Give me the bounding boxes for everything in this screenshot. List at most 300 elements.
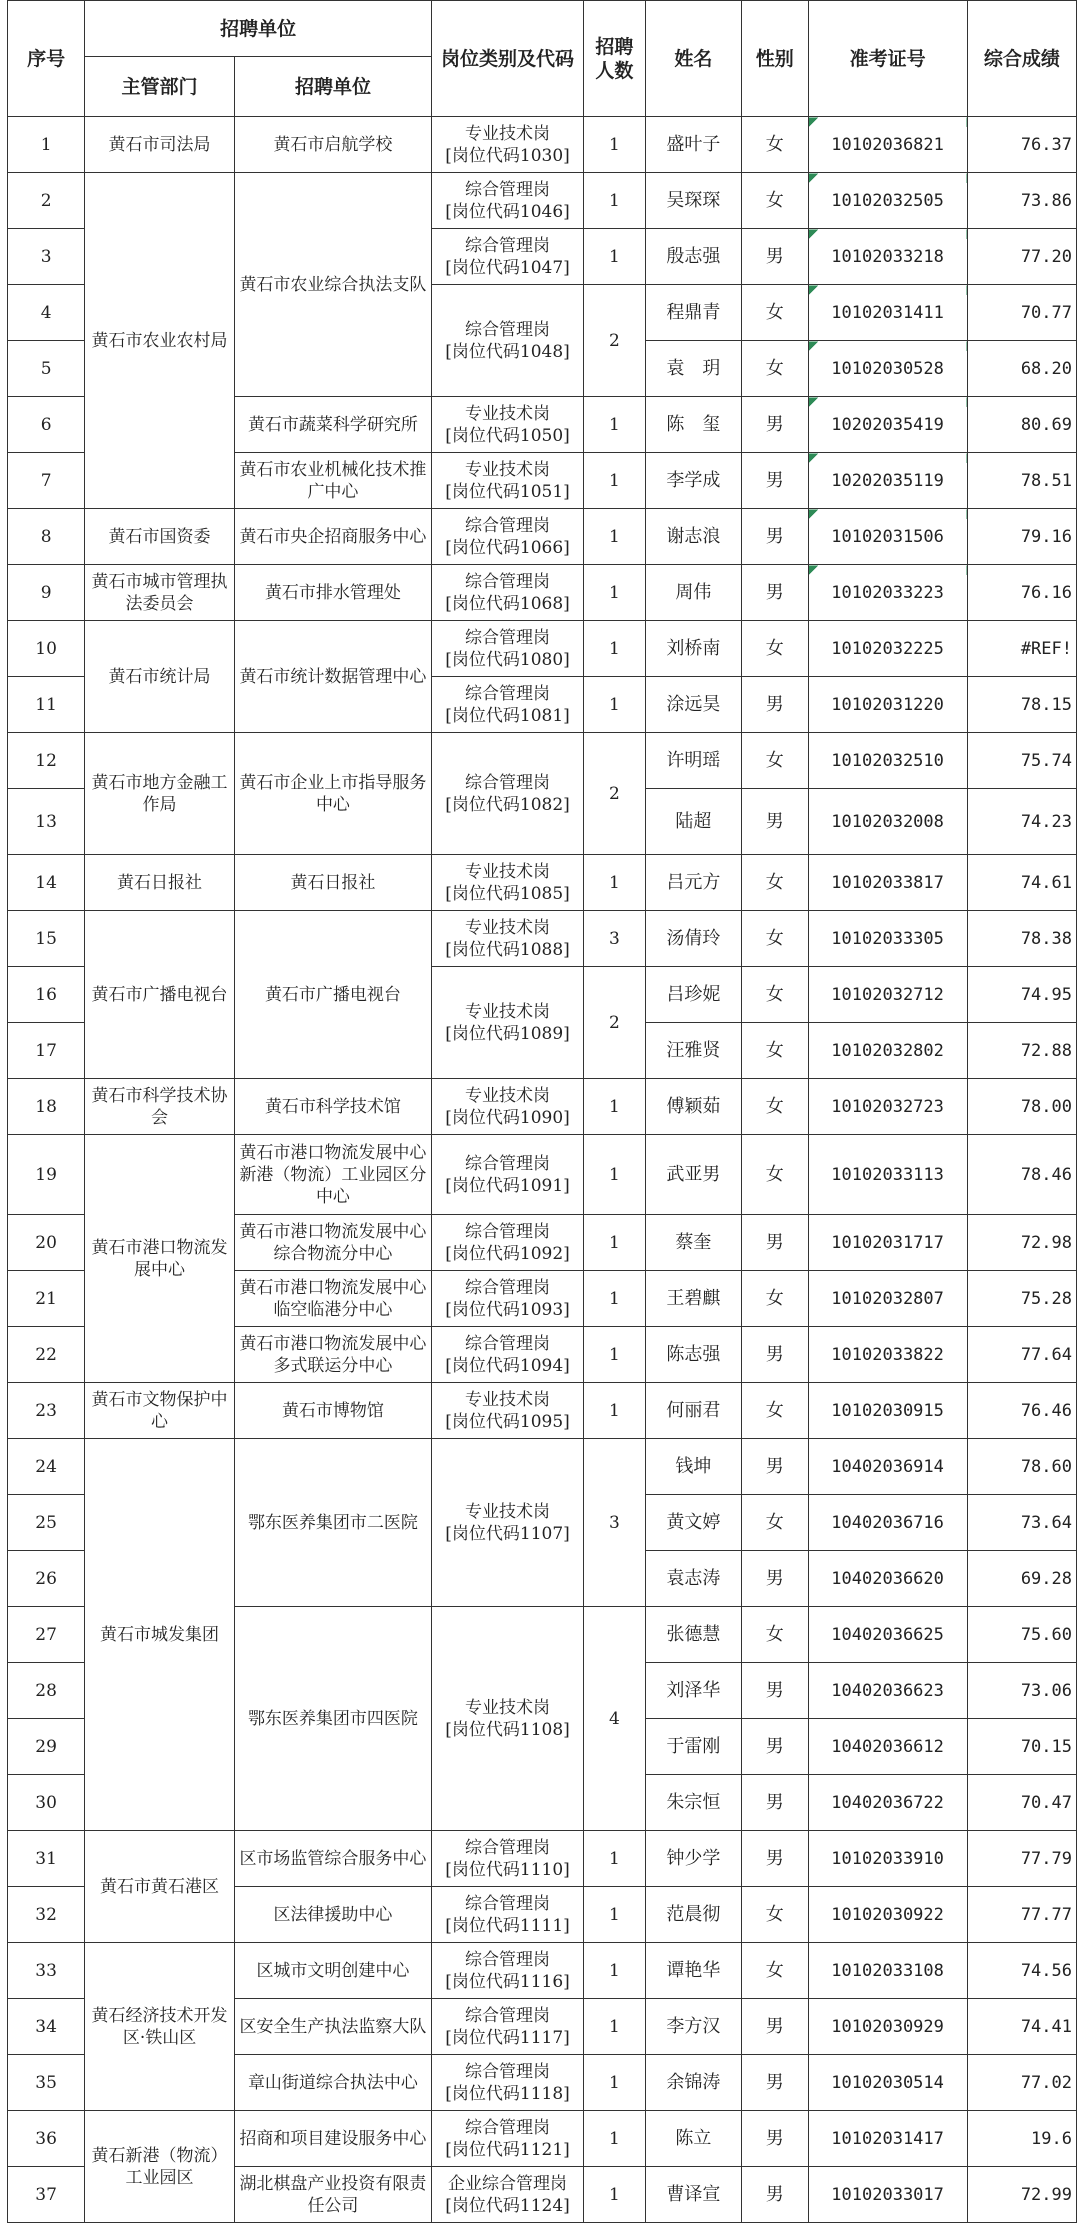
cell-post	[432, 1383, 584, 1439]
post-code: [岗位代码1089]	[445, 1023, 570, 1044]
cell-dept: 黄石市文物保护中心	[85, 1383, 235, 1439]
cell-exam-id: 10102030922	[808, 1887, 967, 1943]
cell-gender: 女	[742, 1271, 809, 1327]
cell-gender: 男	[742, 509, 809, 565]
post-type: 综合管理岗	[465, 2005, 551, 2026]
cell-gender: 男	[742, 2055, 809, 2111]
cell-unit: 黄石市统计数据管理中心	[234, 621, 431, 733]
cell-dept: 黄石市统计局	[85, 621, 235, 733]
cell-name: 周伟	[645, 565, 741, 621]
post-type: 综合管理岗	[465, 515, 551, 536]
cell-gender: 女	[742, 911, 809, 967]
cell-exam-id: 10102033108	[808, 1943, 967, 1999]
cell-post	[432, 1439, 584, 1607]
cell-exam-id: 10102030929	[808, 1999, 967, 2055]
post-code: [岗位代码1094]	[445, 1355, 570, 1376]
cell-unit: 鄂东医养集团市四医院	[234, 1607, 431, 1831]
post-type: 专业技术岗	[465, 123, 551, 144]
cell-post	[432, 173, 584, 229]
post-type: 综合管理岗	[465, 772, 551, 793]
cell-exam-id: 10102030528	[808, 341, 967, 397]
cell-post	[432, 1943, 584, 1999]
cell-post	[432, 1327, 584, 1383]
cell-seq: 24	[8, 1439, 85, 1495]
cell-name: 刘桥南	[645, 621, 741, 677]
post-type: 专业技术岗	[465, 861, 551, 882]
post-code: [岗位代码1107]	[445, 1523, 570, 1544]
post-code: [岗位代码1110]	[445, 1859, 570, 1880]
cell-seq: 31	[8, 1831, 85, 1887]
cell-seq: 29	[8, 1719, 85, 1775]
post-code: [岗位代码1068]	[445, 593, 570, 614]
cell-gender: 男	[742, 1663, 809, 1719]
cell-exam-id: 10102030514	[808, 2055, 967, 2111]
cell-quota: 1	[584, 1271, 646, 1327]
cell-unit: 黄石市启航学校	[234, 117, 431, 173]
cell-score: 78.15	[967, 677, 1076, 733]
cell-score: 68.20	[967, 341, 1076, 397]
cell-gender: 女	[742, 621, 809, 677]
cell-unit: 黄石市博物馆	[234, 1383, 431, 1439]
cell-name: 于雷刚	[645, 1719, 741, 1775]
table-row	[8, 911, 1077, 967]
cell-gender: 男	[742, 229, 809, 285]
header-dept: 主管部门	[85, 57, 235, 117]
cell-quota: 1	[584, 2111, 646, 2167]
cell-dept: 黄石市农业农村局	[85, 173, 235, 509]
cell-exam-id: 10402036722	[808, 1775, 967, 1831]
cell-unit: 湖北棋盘产业投资有限责任公司	[234, 2167, 431, 2223]
header-quota: 招聘人数	[584, 1, 646, 117]
post-code: [岗位代码1050]	[445, 425, 570, 446]
results-table	[7, 0, 1077, 2223]
cell-post	[432, 397, 584, 453]
cell-quota: 1	[584, 621, 646, 677]
cell-gender: 男	[742, 677, 809, 733]
post-type: 综合管理岗	[465, 1837, 551, 1858]
cell-dept: 黄石新港（物流）工业园区	[85, 2111, 235, 2223]
cell-score: 70.15	[967, 1719, 1076, 1775]
cell-quota: 2	[584, 285, 646, 397]
cell-gender: 女	[742, 1887, 809, 1943]
cell-gender: 男	[742, 1551, 809, 1607]
post-code: [岗位代码1091]	[445, 1175, 570, 1196]
cell-unit: 黄石市农业综合执法支队	[234, 173, 431, 397]
cell-unit: 黄石市广播电视台	[234, 911, 431, 1079]
table-row	[8, 565, 1077, 621]
post-code: [岗位代码1085]	[445, 883, 570, 904]
cell-unit: 区法律援助中心	[234, 1887, 431, 1943]
cell-seq: 6	[8, 397, 85, 453]
cell-seq: 12	[8, 733, 85, 789]
cell-post	[432, 1079, 584, 1135]
cell-unit: 招商和项目建设服务中心	[234, 2111, 431, 2167]
cell-post	[432, 1135, 584, 1215]
cell-score: 73.64	[967, 1495, 1076, 1551]
post-type: 综合管理岗	[465, 1949, 551, 1970]
cell-score: 78.00	[967, 1079, 1076, 1135]
cell-dept: 黄石市城市管理执法委员会	[85, 565, 235, 621]
cell-name: 李方汉	[645, 1999, 741, 2055]
post-code: [岗位代码1124]	[445, 2195, 570, 2216]
cell-name: 谭艳华	[645, 1943, 741, 1999]
cell-score: 77.02	[967, 2055, 1076, 2111]
cell-seq: 16	[8, 967, 85, 1023]
post-type: 综合管理岗	[465, 2061, 551, 2082]
cell-gender: 女	[742, 1023, 809, 1079]
cell-name: 范晨彻	[645, 1887, 741, 1943]
post-type: 综合管理岗	[465, 2117, 551, 2138]
cell-score: 75.60	[967, 1607, 1076, 1663]
cell-name: 程鼎青	[645, 285, 741, 341]
cell-seq: 9	[8, 565, 85, 621]
cell-name: 殷志强	[645, 229, 741, 285]
post-type: 综合管理岗	[465, 683, 551, 704]
cell-name: 谢志浪	[645, 509, 741, 565]
cell-unit: 黄石市企业上市指导服务中心	[234, 733, 431, 855]
cell-name: 傅颖茹	[645, 1079, 741, 1135]
cell-name: 涂远昊	[645, 677, 741, 733]
cell-exam-id: 10102031506	[808, 509, 967, 565]
cell-post	[432, 229, 584, 285]
cell-name: 吕元方	[645, 855, 741, 911]
cell-post	[432, 285, 584, 397]
cell-unit: 黄石市港口物流发展中心多式联运分中心	[234, 1327, 431, 1383]
cell-name: 许明瑶	[645, 733, 741, 789]
table-row	[8, 509, 1077, 565]
cell-seq: 25	[8, 1495, 85, 1551]
cell-dept: 黄石市国资委	[85, 509, 235, 565]
cell-seq: 37	[8, 2167, 85, 2223]
cell-seq: 14	[8, 855, 85, 911]
cell-exam-id: 10102032505	[808, 173, 967, 229]
cell-exam-id: 10102031411	[808, 285, 967, 341]
cell-dept: 黄石市科学技术协会	[85, 1079, 235, 1135]
cell-gender: 女	[742, 1079, 809, 1135]
post-code: [岗位代码1088]	[445, 939, 570, 960]
cell-seq: 27	[8, 1607, 85, 1663]
cell-score: 78.60	[967, 1439, 1076, 1495]
cell-exam-id: 10102033223	[808, 565, 967, 621]
cell-gender: 女	[742, 341, 809, 397]
post-type: 专业技术岗	[465, 1085, 551, 1106]
post-type: 综合管理岗	[465, 235, 551, 256]
post-type: 专业技术岗	[465, 1697, 551, 1718]
cell-name: 陈志强	[645, 1327, 741, 1383]
cell-seq: 11	[8, 677, 85, 733]
cell-gender: 男	[742, 1999, 809, 2055]
cell-gender: 男	[742, 1831, 809, 1887]
cell-unit: 黄石市港口物流发展中心临空临港分中心	[234, 1271, 431, 1327]
cell-exam-id: 10202035419	[808, 397, 967, 453]
cell-gender: 女	[742, 855, 809, 911]
cell-score: 74.56	[967, 1943, 1076, 1999]
cell-post	[432, 453, 584, 509]
cell-quota: 1	[584, 677, 646, 733]
cell-unit: 黄石市港口物流发展中心新港（物流）工业园区分中心	[234, 1135, 431, 1215]
cell-gender: 男	[742, 2167, 809, 2223]
cell-name: 袁 玥	[645, 341, 741, 397]
post-type: 企业综合管理岗	[448, 2173, 568, 2194]
cell-seq: 15	[8, 911, 85, 967]
cell-seq: 32	[8, 1887, 85, 1943]
cell-quota: 3	[584, 1439, 646, 1607]
cell-score: 77.79	[967, 1831, 1076, 1887]
cell-gender: 男	[742, 1439, 809, 1495]
post-code: [岗位代码1117]	[445, 2027, 570, 2048]
cell-quota: 1	[584, 397, 646, 453]
cell-score: 76.46	[967, 1383, 1076, 1439]
header-seq: 序号	[8, 1, 85, 117]
cell-score: #REF!	[967, 621, 1076, 677]
table-row	[8, 1943, 1077, 1999]
post-type: 专业技术岗	[465, 917, 551, 938]
cell-seq: 10	[8, 621, 85, 677]
post-type: 综合管理岗	[465, 1221, 551, 1242]
cell-post	[432, 855, 584, 911]
table-row	[8, 1079, 1077, 1135]
cell-exam-id: 10102032723	[808, 1079, 967, 1135]
cell-name: 袁志涛	[645, 1551, 741, 1607]
post-code: [岗位代码1048]	[445, 341, 570, 362]
header-unit-group: 招聘单位	[85, 1, 432, 57]
cell-gender: 女	[742, 1943, 809, 1999]
cell-post	[432, 565, 584, 621]
cell-name: 张德慧	[645, 1607, 741, 1663]
cell-exam-id: 10102031417	[808, 2111, 967, 2167]
cell-post	[432, 911, 584, 967]
cell-post	[432, 1271, 584, 1327]
cell-gender: 男	[742, 453, 809, 509]
cell-post	[432, 1999, 584, 2055]
cell-dept: 黄石市广播电视台	[85, 911, 235, 1079]
cell-gender: 男	[742, 1215, 809, 1271]
cell-score: 70.77	[967, 285, 1076, 341]
post-type: 综合管理岗	[465, 1277, 551, 1298]
cell-dept: 黄石市地方金融工作局	[85, 733, 235, 855]
cell-score: 77.77	[967, 1887, 1076, 1943]
cell-gender: 男	[742, 1719, 809, 1775]
cell-exam-id: 10402036623	[808, 1663, 967, 1719]
cell-unit: 黄石市农业机械化技术推广中心	[234, 453, 431, 509]
cell-score: 79.16	[967, 509, 1076, 565]
cell-name: 吴琛琛	[645, 173, 741, 229]
cell-post	[432, 967, 584, 1079]
cell-exam-id: 10102032225	[808, 621, 967, 677]
cell-seq: 33	[8, 1943, 85, 1999]
cell-name: 王碧麒	[645, 1271, 741, 1327]
cell-quota: 1	[584, 1327, 646, 1383]
cell-quota: 1	[584, 229, 646, 285]
table-row	[8, 621, 1077, 677]
cell-score: 77.20	[967, 229, 1076, 285]
cell-post	[432, 621, 584, 677]
cell-quota: 4	[584, 1607, 646, 1831]
cell-unit: 黄石市排水管理处	[234, 565, 431, 621]
cell-dept: 黄石市港口物流发展中心	[85, 1135, 235, 1383]
cell-name: 钱坤	[645, 1439, 741, 1495]
post-code: [岗位代码1080]	[445, 649, 570, 670]
cell-quota: 1	[584, 2167, 646, 2223]
cell-quota: 1	[584, 1135, 646, 1215]
post-type: 综合管理岗	[465, 1153, 551, 1174]
cell-gender: 女	[742, 1495, 809, 1551]
cell-quota: 1	[584, 2055, 646, 2111]
table-row	[8, 733, 1077, 789]
cell-dept: 黄石市黄石港区	[85, 1831, 235, 1943]
cell-score: 78.38	[967, 911, 1076, 967]
cell-seq: 19	[8, 1135, 85, 1215]
post-type: 综合管理岗	[465, 571, 551, 592]
cell-exam-id: 10102031717	[808, 1215, 967, 1271]
cell-name: 朱宗恒	[645, 1775, 741, 1831]
cell-gender: 女	[742, 733, 809, 789]
cell-gender: 女	[742, 1135, 809, 1215]
post-type: 专业技术岗	[465, 459, 551, 480]
cell-quota: 2	[584, 733, 646, 855]
cell-exam-id: 10102033910	[808, 1831, 967, 1887]
cell-seq: 3	[8, 229, 85, 285]
cell-name: 刘泽华	[645, 1663, 741, 1719]
post-code: [岗位代码1030]	[445, 145, 570, 166]
post-type: 专业技术岗	[465, 403, 551, 424]
cell-seq: 13	[8, 789, 85, 855]
cell-score: 70.47	[967, 1775, 1076, 1831]
cell-name: 何丽君	[645, 1383, 741, 1439]
cell-post	[432, 733, 584, 855]
cell-seq: 22	[8, 1327, 85, 1383]
post-code: [岗位代码1046]	[445, 201, 570, 222]
cell-seq: 23	[8, 1383, 85, 1439]
cell-exam-id: 10102032510	[808, 733, 967, 789]
cell-seq: 30	[8, 1775, 85, 1831]
cell-gender: 女	[742, 967, 809, 1023]
cell-gender: 女	[742, 117, 809, 173]
cell-seq: 20	[8, 1215, 85, 1271]
post-code: [岗位代码1047]	[445, 257, 570, 278]
cell-quota: 1	[584, 1831, 646, 1887]
cell-score: 80.69	[967, 397, 1076, 453]
post-type: 综合管理岗	[465, 179, 551, 200]
cell-post	[432, 2111, 584, 2167]
cell-score: 74.41	[967, 1999, 1076, 2055]
cell-unit: 黄石市央企招商服务中心	[234, 509, 431, 565]
cell-quota: 1	[584, 565, 646, 621]
cell-exam-id: 10102032802	[808, 1023, 967, 1079]
cell-dept: 黄石经济技术开发区·铁山区	[85, 1943, 235, 2111]
cell-seq: 18	[8, 1079, 85, 1135]
cell-post	[432, 1607, 584, 1831]
post-code: [岗位代码1092]	[445, 1243, 570, 1264]
table-row	[8, 173, 1077, 229]
cell-quota: 1	[584, 173, 646, 229]
post-code: [岗位代码1090]	[445, 1107, 570, 1128]
post-type: 综合管理岗	[465, 319, 551, 340]
cell-score: 72.88	[967, 1023, 1076, 1079]
table-row	[8, 117, 1077, 173]
post-type: 综合管理岗	[465, 627, 551, 648]
cell-exam-id: 10102032008	[808, 789, 967, 855]
cell-score: 76.16	[967, 565, 1076, 621]
cell-exam-id: 10102033817	[808, 855, 967, 911]
post-code: [岗位代码1111]	[445, 1915, 570, 1936]
cell-score: 77.64	[967, 1327, 1076, 1383]
post-code: [岗位代码1066]	[445, 537, 570, 558]
cell-exam-id: 10102033113	[808, 1135, 967, 1215]
cell-gender: 女	[742, 1607, 809, 1663]
cell-seq: 4	[8, 285, 85, 341]
cell-unit: 区安全生产执法监察大队	[234, 1999, 431, 2055]
cell-score: 75.28	[967, 1271, 1076, 1327]
cell-quota: 1	[584, 1887, 646, 1943]
header-unit: 招聘单位	[234, 57, 431, 117]
cell-seq: 1	[8, 117, 85, 173]
cell-name: 武亚男	[645, 1135, 741, 1215]
cell-gender: 女	[742, 173, 809, 229]
table-row	[8, 855, 1077, 911]
cell-seq: 2	[8, 173, 85, 229]
cell-seq: 8	[8, 509, 85, 565]
cell-unit: 黄石市港口物流发展中心综合物流分中心	[234, 1215, 431, 1271]
cell-seq: 35	[8, 2055, 85, 2111]
post-code: [岗位代码1081]	[445, 705, 570, 726]
cell-unit: 区市场监管综合服务中心	[234, 1831, 431, 1887]
cell-seq: 7	[8, 453, 85, 509]
cell-gender: 男	[742, 789, 809, 855]
cell-post	[432, 1887, 584, 1943]
cell-post	[432, 1831, 584, 1887]
cell-score: 69.28	[967, 1551, 1076, 1607]
cell-exam-id: 10102032807	[808, 1271, 967, 1327]
cell-quota: 3	[584, 911, 646, 967]
header-post: 岗位类别及代码	[432, 1, 584, 117]
cell-exam-id: 10102031220	[808, 677, 967, 733]
cell-exam-id: 10402036625	[808, 1607, 967, 1663]
table-row	[8, 2111, 1077, 2167]
cell-name: 陈 玺	[645, 397, 741, 453]
cell-exam-id: 10102033017	[808, 2167, 967, 2223]
cell-exam-id: 10202035119	[808, 453, 967, 509]
cell-gender: 男	[742, 1327, 809, 1383]
cell-name: 蔡奎	[645, 1215, 741, 1271]
cell-exam-id: 10402036620	[808, 1551, 967, 1607]
post-type: 专业技术岗	[465, 1001, 551, 1022]
cell-exam-id: 10102033822	[808, 1327, 967, 1383]
cell-unit: 黄石日报社	[234, 855, 431, 911]
post-code: [岗位代码1082]	[445, 794, 570, 815]
cell-dept: 黄石市司法局	[85, 117, 235, 173]
cell-gender: 男	[742, 2111, 809, 2167]
cell-exam-id: 10102033305	[808, 911, 967, 967]
cell-score: 78.51	[967, 453, 1076, 509]
cell-name: 李学成	[645, 453, 741, 509]
cell-dept: 黄石日报社	[85, 855, 235, 911]
cell-exam-id: 10402036716	[808, 1495, 967, 1551]
cell-quota: 1	[584, 1215, 646, 1271]
post-code: [岗位代码1051]	[445, 481, 570, 502]
cell-post	[432, 509, 584, 565]
table-row	[8, 1439, 1077, 1495]
table-body	[8, 117, 1077, 2223]
cell-gender: 男	[742, 397, 809, 453]
cell-unit: 黄石市蔬菜科学研究所	[234, 397, 431, 453]
cell-quota: 1	[584, 1079, 646, 1135]
cell-exam-id: 10402036612	[808, 1719, 967, 1775]
cell-score: 74.95	[967, 967, 1076, 1023]
cell-post	[432, 677, 584, 733]
cell-name: 陆超	[645, 789, 741, 855]
cell-quota: 1	[584, 453, 646, 509]
